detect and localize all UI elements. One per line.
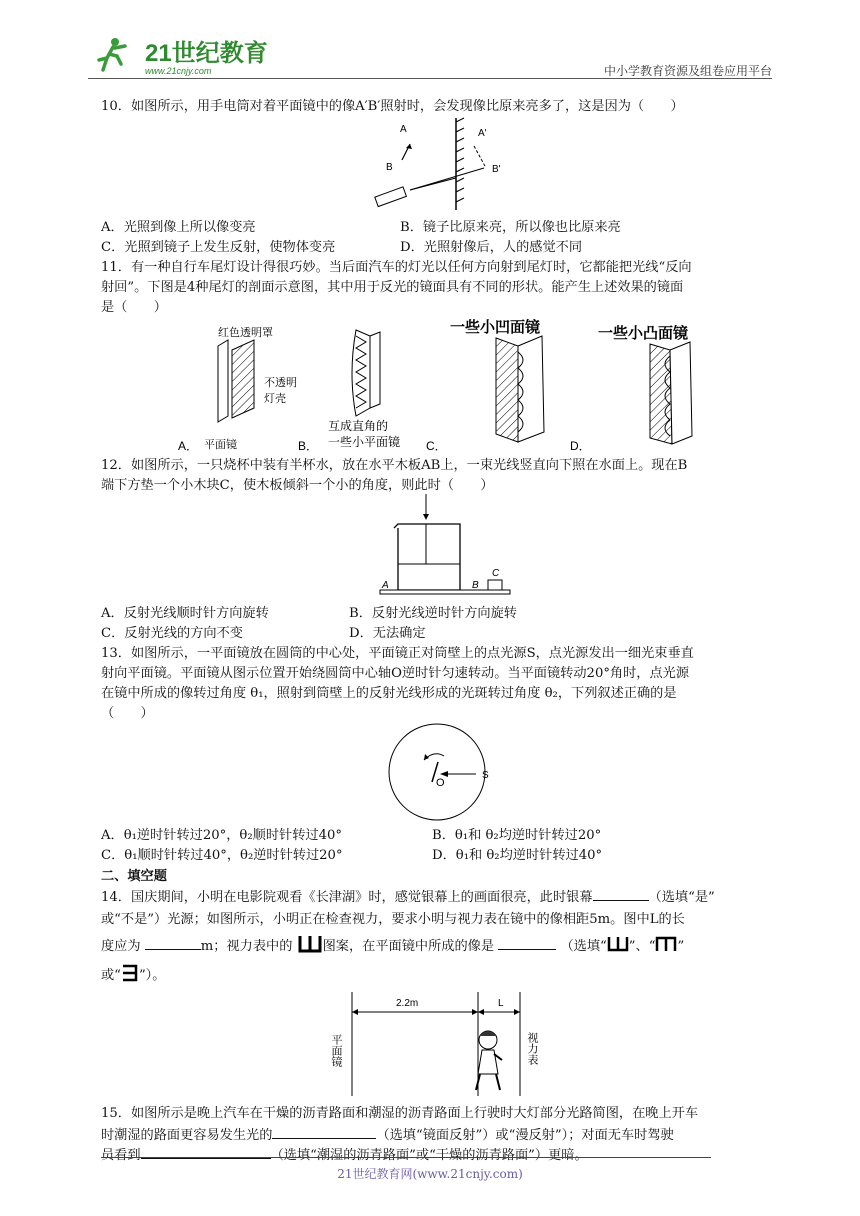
- e-symbol-down-icon: [655, 935, 677, 953]
- q10-option-a: A．光照到像上所以像变亮: [101, 220, 256, 235]
- q14-line-4: [101, 964, 165, 986]
- q11-option-b: B．: [298, 439, 319, 453]
- q11-label-opaque-2: 灯壳: [264, 393, 286, 405]
- q14-line-3: [101, 934, 684, 960]
- q10-label-b: B: [386, 162, 393, 173]
- q11-option-a: A．: [178, 439, 199, 453]
- boy-figure-icon: [476, 1031, 502, 1090]
- q12-stem-2: 端下方垫一个小木块C，使木板倾斜一个小的角度，则此时（ ）: [101, 478, 494, 493]
- q14-text-4a: 或“: [101, 968, 121, 983]
- q11-label-concave: 一些小凹面镜: [450, 319, 541, 336]
- q12-label-a: A: [382, 580, 389, 591]
- q13-option-b: B．θ₁和 θ₂均逆时针转过20°: [432, 828, 602, 843]
- q11-label-flat: 平面镜: [204, 439, 237, 451]
- q14-label-mirror: 平面镜: [330, 1034, 342, 1067]
- q10-label-b1: B': [492, 164, 501, 175]
- logo-text: 21世纪教育: [145, 40, 268, 67]
- q13-option-c: C．θ₁顺时针转过40°，θ₂逆时针转过20°: [101, 848, 343, 863]
- q14-figure: [332, 990, 552, 1100]
- q15-line-3: [101, 1144, 588, 1166]
- q12-option-a: A．反射光线顺时针方向旋转: [101, 606, 269, 621]
- q14-line-1: [101, 886, 715, 908]
- q14-text-3c: 图案，在平面镜中所成的像是: [322, 939, 495, 954]
- footer-rule: [101, 1157, 711, 1158]
- q14-text-3a: 度应为: [101, 939, 141, 954]
- q14-label-l: L: [498, 998, 504, 1009]
- q13-stem-3: 在镜中所成的像转过角度 θ₁，照射到筒壁上的反射光线形成的光斑转过角度 θ₂，下列叙述正确的是: [101, 686, 677, 701]
- q11-label-opaque-1: 不透明: [264, 377, 297, 389]
- q13-stem-1: 13．如图所示，一平面镜放在圆筒的中心处，平面镜正对筒壁上的点光源S，点光源发出一细光束垂直: [101, 646, 694, 661]
- q12-option-c: C．反射光线的方向不变: [101, 626, 243, 641]
- q11-option-d: D．: [570, 439, 591, 453]
- header-platform-text: 中小学教育资源及组卷应用平台: [603, 64, 772, 78]
- q14-label-dist: 2.2m: [396, 998, 419, 1009]
- q15-text-3b: （选填“潮湿的沥青路面”或“干燥的沥青路面”）更暗。: [270, 1148, 588, 1163]
- q14-blank-1[interactable]: [593, 886, 649, 901]
- q10-label-a: A: [400, 124, 407, 135]
- q15-text-2b: （选填“镜面反射”）或“漫反射”）；对面无车时驾驶: [376, 1128, 674, 1143]
- q12-label-b: B: [472, 580, 479, 591]
- q10-stem: 10．如图所示，用手电筒对着平面镜中的像A′B′照射时，会发现像比原来亮多了，这是因为（ ）: [101, 99, 684, 114]
- q13-option-d: D．θ₁和 θ₂均逆时针转过40°: [432, 848, 603, 863]
- q12-figure: [380, 494, 540, 600]
- runner-icon: [99, 38, 125, 70]
- q11-figure-c: [426, 318, 544, 453]
- q15-line-1: 15．如图所示是晚上汽车在干燥的沥青路面和潮湿的沥青路面上行驶时大灯部分光路简图，在晚上开车: [101, 1106, 699, 1121]
- q11-figure: [170, 316, 710, 456]
- q13-label-o: O: [436, 777, 445, 789]
- e-symbol-up-icon: [297, 934, 323, 954]
- q15-blank-1[interactable]: [272, 1124, 376, 1139]
- q13-stem-4: （ ）: [101, 706, 154, 721]
- q11-stem-2: 射回”。下图是4种尾灯的剖面示意图，其中用于反光的镜面具有不同的形状。能产生上述效果的镜面: [101, 280, 684, 295]
- q14-blank-2[interactable]: [145, 935, 201, 950]
- q13-option-a: A．θ₁逆时针转过20°，θ₂顺时针转过40°: [101, 828, 342, 843]
- q14-label-chart: 视力表: [526, 1032, 538, 1065]
- q14-blank-3[interactable]: [498, 935, 556, 950]
- q14-text-3e: ”、“: [628, 939, 656, 954]
- q14-text-3b: m；视力表中的: [200, 939, 293, 954]
- q14-text-3d: （选填“: [560, 939, 607, 954]
- q11-option-c: C．: [426, 439, 447, 453]
- logo: [95, 34, 268, 78]
- q15-text-3a: 员看到: [101, 1148, 141, 1163]
- q12-stem-1: 12．如图所示，一只烧杯中装有半杯水，放在水平木板AB上，一束光线竖直向下照在水面上。现在B: [101, 458, 688, 473]
- q11-stem-1: 11．有一种自行车尾灯设计得很巧妙。当后面汽车的灯光以任何方向射到尾灯时，它都能把光线“反向: [101, 260, 692, 275]
- q10-option-d: D．光照射像后，人的感觉不同: [400, 240, 583, 255]
- q11-label-right-1: 互成直角的: [328, 419, 389, 433]
- q11-figure-a: [178, 326, 297, 453]
- q11-label-red-cover: 红色透明罩: [218, 327, 273, 339]
- e-symbol-up-icon-small: [607, 935, 629, 953]
- q14-line-2: 或“不是”）光源；如图所示，小明正在检查视力，要求小明与视力表在镜中的像相距5m。图中L的长: [101, 912, 685, 927]
- q10-label-a1: A': [478, 128, 487, 139]
- q15-text-2a: 时潮湿的路面更容易发生光的: [101, 1128, 273, 1143]
- q13-label-s: S: [482, 770, 489, 781]
- q13-figure: [380, 720, 496, 824]
- q11-label-convex: 一些小凸面镜: [598, 325, 689, 342]
- q14-text-3f: ”: [677, 939, 685, 954]
- q12-label-c: C: [492, 568, 500, 579]
- footer-link[interactable]: 21世纪教育网(www.21cnjy.com): [337, 1167, 523, 1181]
- q11-stem-3: 是（ ）: [101, 300, 167, 315]
- q10-option-b: B．镜子比原来亮，所以像也比原来亮: [400, 220, 621, 235]
- q11-figure-d: [570, 324, 692, 453]
- logo-url: www.21cnjy.com: [145, 66, 212, 76]
- q12-option-b: B．反射光线逆时针方向旋转: [349, 606, 517, 621]
- q14-text-4b: ”）。: [138, 968, 166, 983]
- q10-option-c: C．光照到镜子上发生反射，使物体变亮: [101, 240, 336, 255]
- q10-figure: [370, 118, 520, 218]
- header-rule: [88, 78, 772, 79]
- e-symbol-left-icon: [121, 964, 139, 982]
- q14-text-1b: （选填“是”: [648, 890, 715, 905]
- q11-label-right-2: 一些小平面镜: [328, 435, 401, 449]
- q15-line-2: [101, 1124, 674, 1146]
- q14-text-1: 14．国庆期间，小明在电影院观看《长津湖》时，感觉银幕上的画面很亮，此时银幕: [101, 890, 593, 905]
- q12-option-d: D．无法确定: [349, 626, 426, 641]
- q13-stem-2: 射向平面镜。平面镜从图示位置开始绕圆筒中心轴O逆时针匀速转动。当平面镜转动20°角时，点光源: [101, 666, 690, 681]
- q11-figure-b: [298, 330, 400, 453]
- section-title-fill-blank: 二、填空题: [101, 868, 167, 883]
